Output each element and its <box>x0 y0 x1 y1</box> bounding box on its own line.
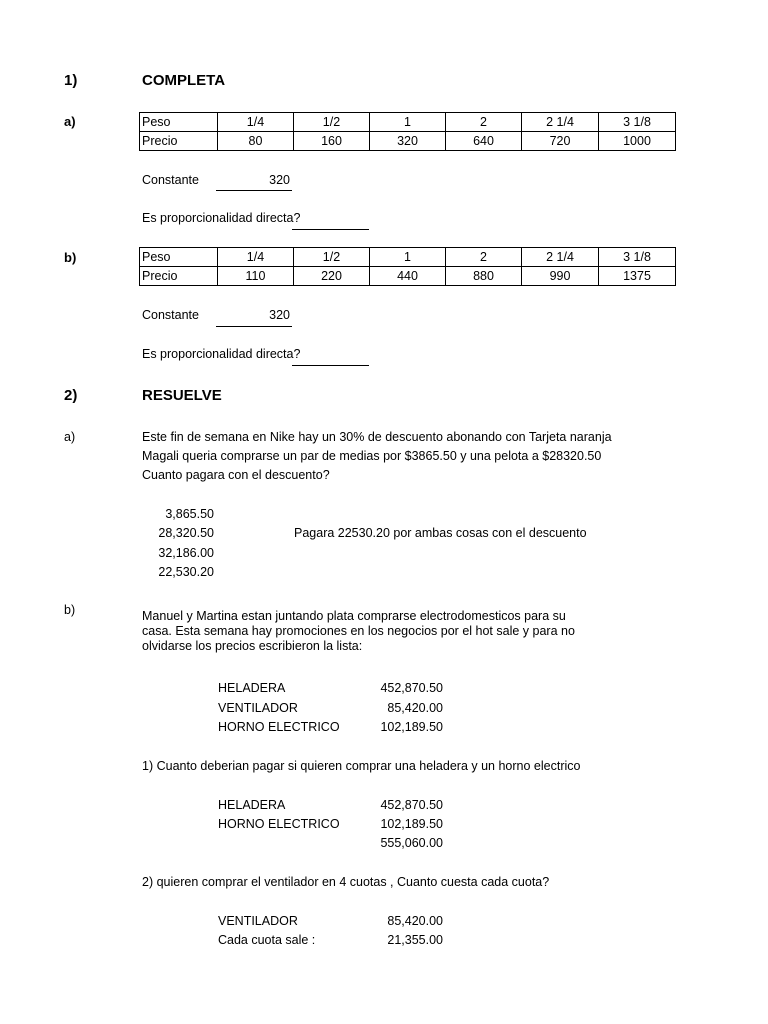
table-cell: 220 <box>294 267 370 286</box>
question-b1: 1) Cuanto deberian pagar si quieren comprar una heladera y un horno electrico <box>142 759 581 773</box>
table-b <box>139 247 676 286</box>
table-cell: 80 <box>218 132 294 151</box>
table-cell: 2 <box>446 113 522 132</box>
calc-number: 28,320.50 <box>158 526 214 540</box>
section2-number: 2) <box>64 387 78 404</box>
table-cell: 1 <box>370 248 446 267</box>
constant-label-a: Constante <box>142 173 199 187</box>
list-price: 85,420.00 <box>387 914 443 928</box>
table-cell: 3 1/8 <box>599 113 676 132</box>
table-cell: 880 <box>446 267 522 286</box>
table-cell: 1/4 <box>218 113 294 132</box>
list-item: Cada cuota sale : <box>218 933 316 947</box>
list-price: 21,355.00 <box>387 933 443 947</box>
table-row <box>140 113 676 132</box>
section1b-label: b) <box>64 250 77 265</box>
list-item: HELADERA <box>218 798 286 812</box>
answer-line <box>292 229 369 230</box>
table-cell: 990 <box>522 267 599 286</box>
list-item: HORNO ELECTRICO <box>218 817 340 831</box>
table-cell: 2 1/4 <box>522 113 599 132</box>
calc-number: 22,530.20 <box>158 565 214 579</box>
answer-line <box>216 326 292 327</box>
list-price: 85,420.00 <box>387 701 443 715</box>
answer-line <box>216 190 292 191</box>
constant-value-b: 320 <box>269 308 290 322</box>
table-cell: Peso <box>140 248 218 267</box>
calc-number: 3,865.50 <box>165 507 214 521</box>
table-cell: 3 1/8 <box>599 248 676 267</box>
table-cell: Precio <box>140 132 218 151</box>
problem-b-line: casa. Esta semana hay promociones en los negocios por el hot sale y para no <box>142 624 575 638</box>
answer-line <box>292 365 369 366</box>
table-cell: Precio <box>140 267 218 286</box>
problem-a-line: Magali queria comprarse un par de medias por $3865.50 y una pelota a $28320.50 <box>142 449 602 463</box>
list-item: HELADERA <box>218 681 286 695</box>
section1-title: COMPLETA <box>142 72 226 89</box>
table-cell: 1/4 <box>218 248 294 267</box>
table-cell: 720 <box>522 132 599 151</box>
list-price: 102,189.50 <box>380 817 443 831</box>
table-cell: 1375 <box>599 267 676 286</box>
table-cell: 160 <box>294 132 370 151</box>
table-cell: 2 1/4 <box>522 248 599 267</box>
table-cell: 2 <box>446 248 522 267</box>
table-cell: 110 <box>218 267 294 286</box>
list-price: 452,870.50 <box>380 798 443 812</box>
table-row <box>140 267 676 286</box>
problem-b-line: Manuel y Martina estan juntando plata comprarse electrodomesticos para su <box>142 609 566 623</box>
problem-a-line: Este fin de semana en Nike hay un 30% de descuento abonando con Tarjeta naranja <box>142 430 612 444</box>
problem-b-line: olvidarse los precios escribieron la lista: <box>142 639 363 653</box>
table-cell: 1/2 <box>294 248 370 267</box>
table-cell: 320 <box>370 132 446 151</box>
calc-number: 32,186.00 <box>158 546 214 560</box>
section1a-label: a) <box>64 114 76 129</box>
table-cell: 1000 <box>599 132 676 151</box>
question-b: Es proporcionalidad directa? <box>142 347 301 361</box>
list-item: VENTILADOR <box>218 914 298 928</box>
section1-number: 1) <box>64 72 78 89</box>
section2b-label: b) <box>64 603 76 617</box>
constant-label-b: Constante <box>142 308 199 322</box>
section2a-label: a) <box>64 430 76 444</box>
table-row <box>140 132 676 151</box>
list-price: 452,870.50 <box>380 681 443 695</box>
constant-value-a: 320 <box>269 173 290 187</box>
table-cell: Peso <box>140 113 218 132</box>
question-b2: 2) quieren comprar el ventilador en 4 cuotas , Cuanto cuesta cada cuota? <box>142 875 550 889</box>
list-total: 555,060.00 <box>380 836 443 850</box>
answer-a: Pagara 22530.20 por ambas cosas con el descuento <box>294 526 587 540</box>
problem-a-line: Cuanto pagara con el descuento? <box>142 468 330 482</box>
list-item: HORNO ELECTRICO <box>218 720 340 734</box>
table-cell: 1/2 <box>294 113 370 132</box>
question-a: Es proporcionalidad directa? <box>142 211 301 225</box>
table-cell: 640 <box>446 132 522 151</box>
table-cell: 440 <box>370 267 446 286</box>
section2-title: RESUELVE <box>142 387 222 404</box>
list-item: VENTILADOR <box>218 701 298 715</box>
table-cell: 1 <box>370 113 446 132</box>
table-a <box>139 112 676 151</box>
list-price: 102,189.50 <box>380 720 443 734</box>
table-row <box>140 248 676 267</box>
